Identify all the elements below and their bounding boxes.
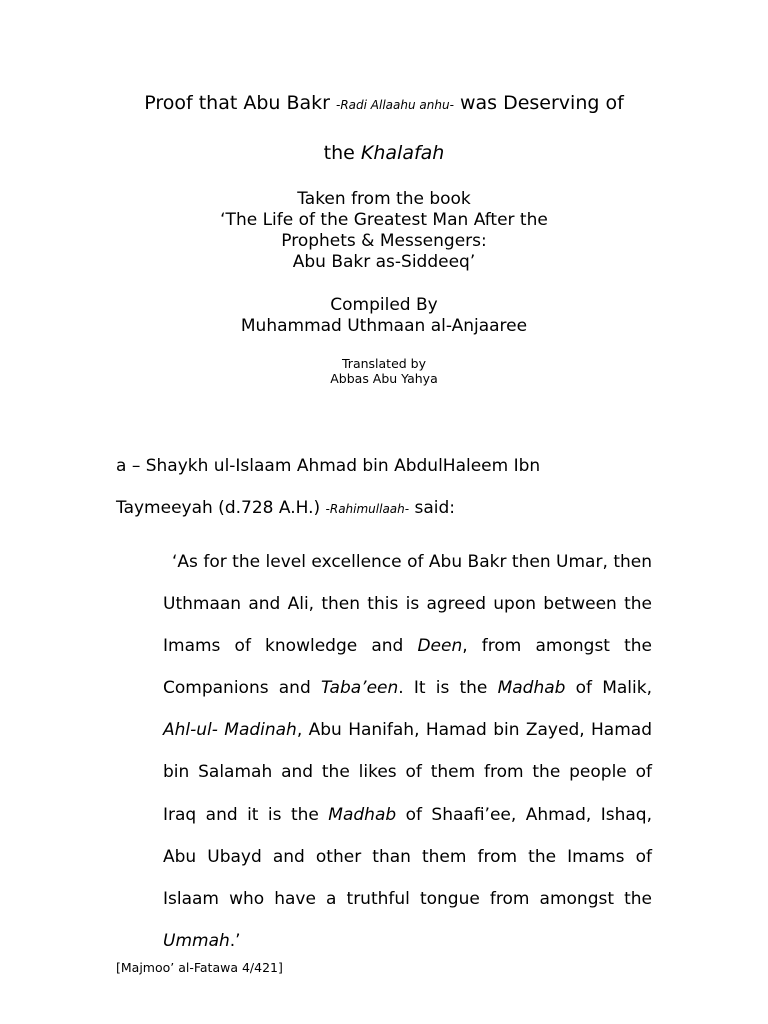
document-title-line-1	[0, 92, 768, 114]
compiler-name: Muhammad Uthmaan al-Anjaaree	[240, 316, 528, 336]
compiler-label: Compiled By	[330, 295, 438, 315]
quote-italic-term: Deen	[417, 636, 463, 657]
quote-text: .’	[229, 930, 241, 951]
attribution-said: said:	[409, 498, 456, 518]
reference-citation: [Majmoo’ al-Fatawa 4/421]	[116, 960, 283, 975]
title-prefix: the	[323, 142, 361, 164]
source-line: Prophets & Messengers:	[281, 231, 487, 251]
attribution-line-1: a – Shaykh ul-Islaam Ahmad bin AbdulHaleem Ibn	[116, 456, 541, 476]
compiler-block	[0, 295, 768, 337]
title-khalafah: Khalafah	[360, 142, 445, 164]
quote-italic-term: Ahl-ul- Madinah	[163, 720, 297, 741]
source-book-block	[0, 189, 768, 273]
attribution-honorific: -Rahimullaah-	[325, 502, 410, 516]
quote-text: . It is the	[398, 678, 498, 699]
translator-block	[0, 356, 768, 386]
quote-italic-term: Ummah	[163, 930, 230, 951]
document-title-line-2	[0, 142, 768, 164]
quote-text: of Malik,	[565, 678, 652, 699]
source-line: Abu Bakr as-Siddeeq’	[292, 252, 476, 272]
quote-text: , from amongst the Companions and	[163, 636, 652, 699]
translator-label: Translated by	[342, 356, 426, 371]
quote-text: ‘As for the level excellence of Abu Bakr then Umar, then Uthmaan and Ali, then this is agreed upon between the Imams of knowledge and	[163, 552, 652, 657]
translator-name: Abbas Abu Yahya	[330, 371, 438, 386]
quote-italic-term: Madhab	[328, 804, 397, 825]
quote-text: of Shaafi’ee, Ahmad, Ishaq, Abu Ubayd and other than them from the Imams of Islaam who have a truthful tongue from amongst the	[163, 804, 652, 909]
attribution-line-2	[116, 498, 455, 518]
source-line: ‘The Life of the Greatest Man After the	[220, 210, 548, 230]
quote-italic-term: Madhab	[497, 678, 566, 699]
quote-text: , Abu Hanifah, Hamad bin Zayed, Hamad bin Salamah and the likes of them from the people of Iraq and it is the	[163, 720, 652, 825]
title-text: Proof that Abu Bakr	[144, 92, 337, 114]
title-honorific: -Radi Allaahu anhu-	[336, 98, 454, 112]
attribution-scholar: Taymeeyah (d.728 A.H.)	[116, 498, 326, 518]
quote-italic-term: Taba’een	[320, 678, 399, 699]
source-line: Taken from the book	[297, 189, 471, 209]
title-text-continued: was Deserving of	[453, 92, 624, 114]
quote-paragraph	[163, 541, 652, 962]
